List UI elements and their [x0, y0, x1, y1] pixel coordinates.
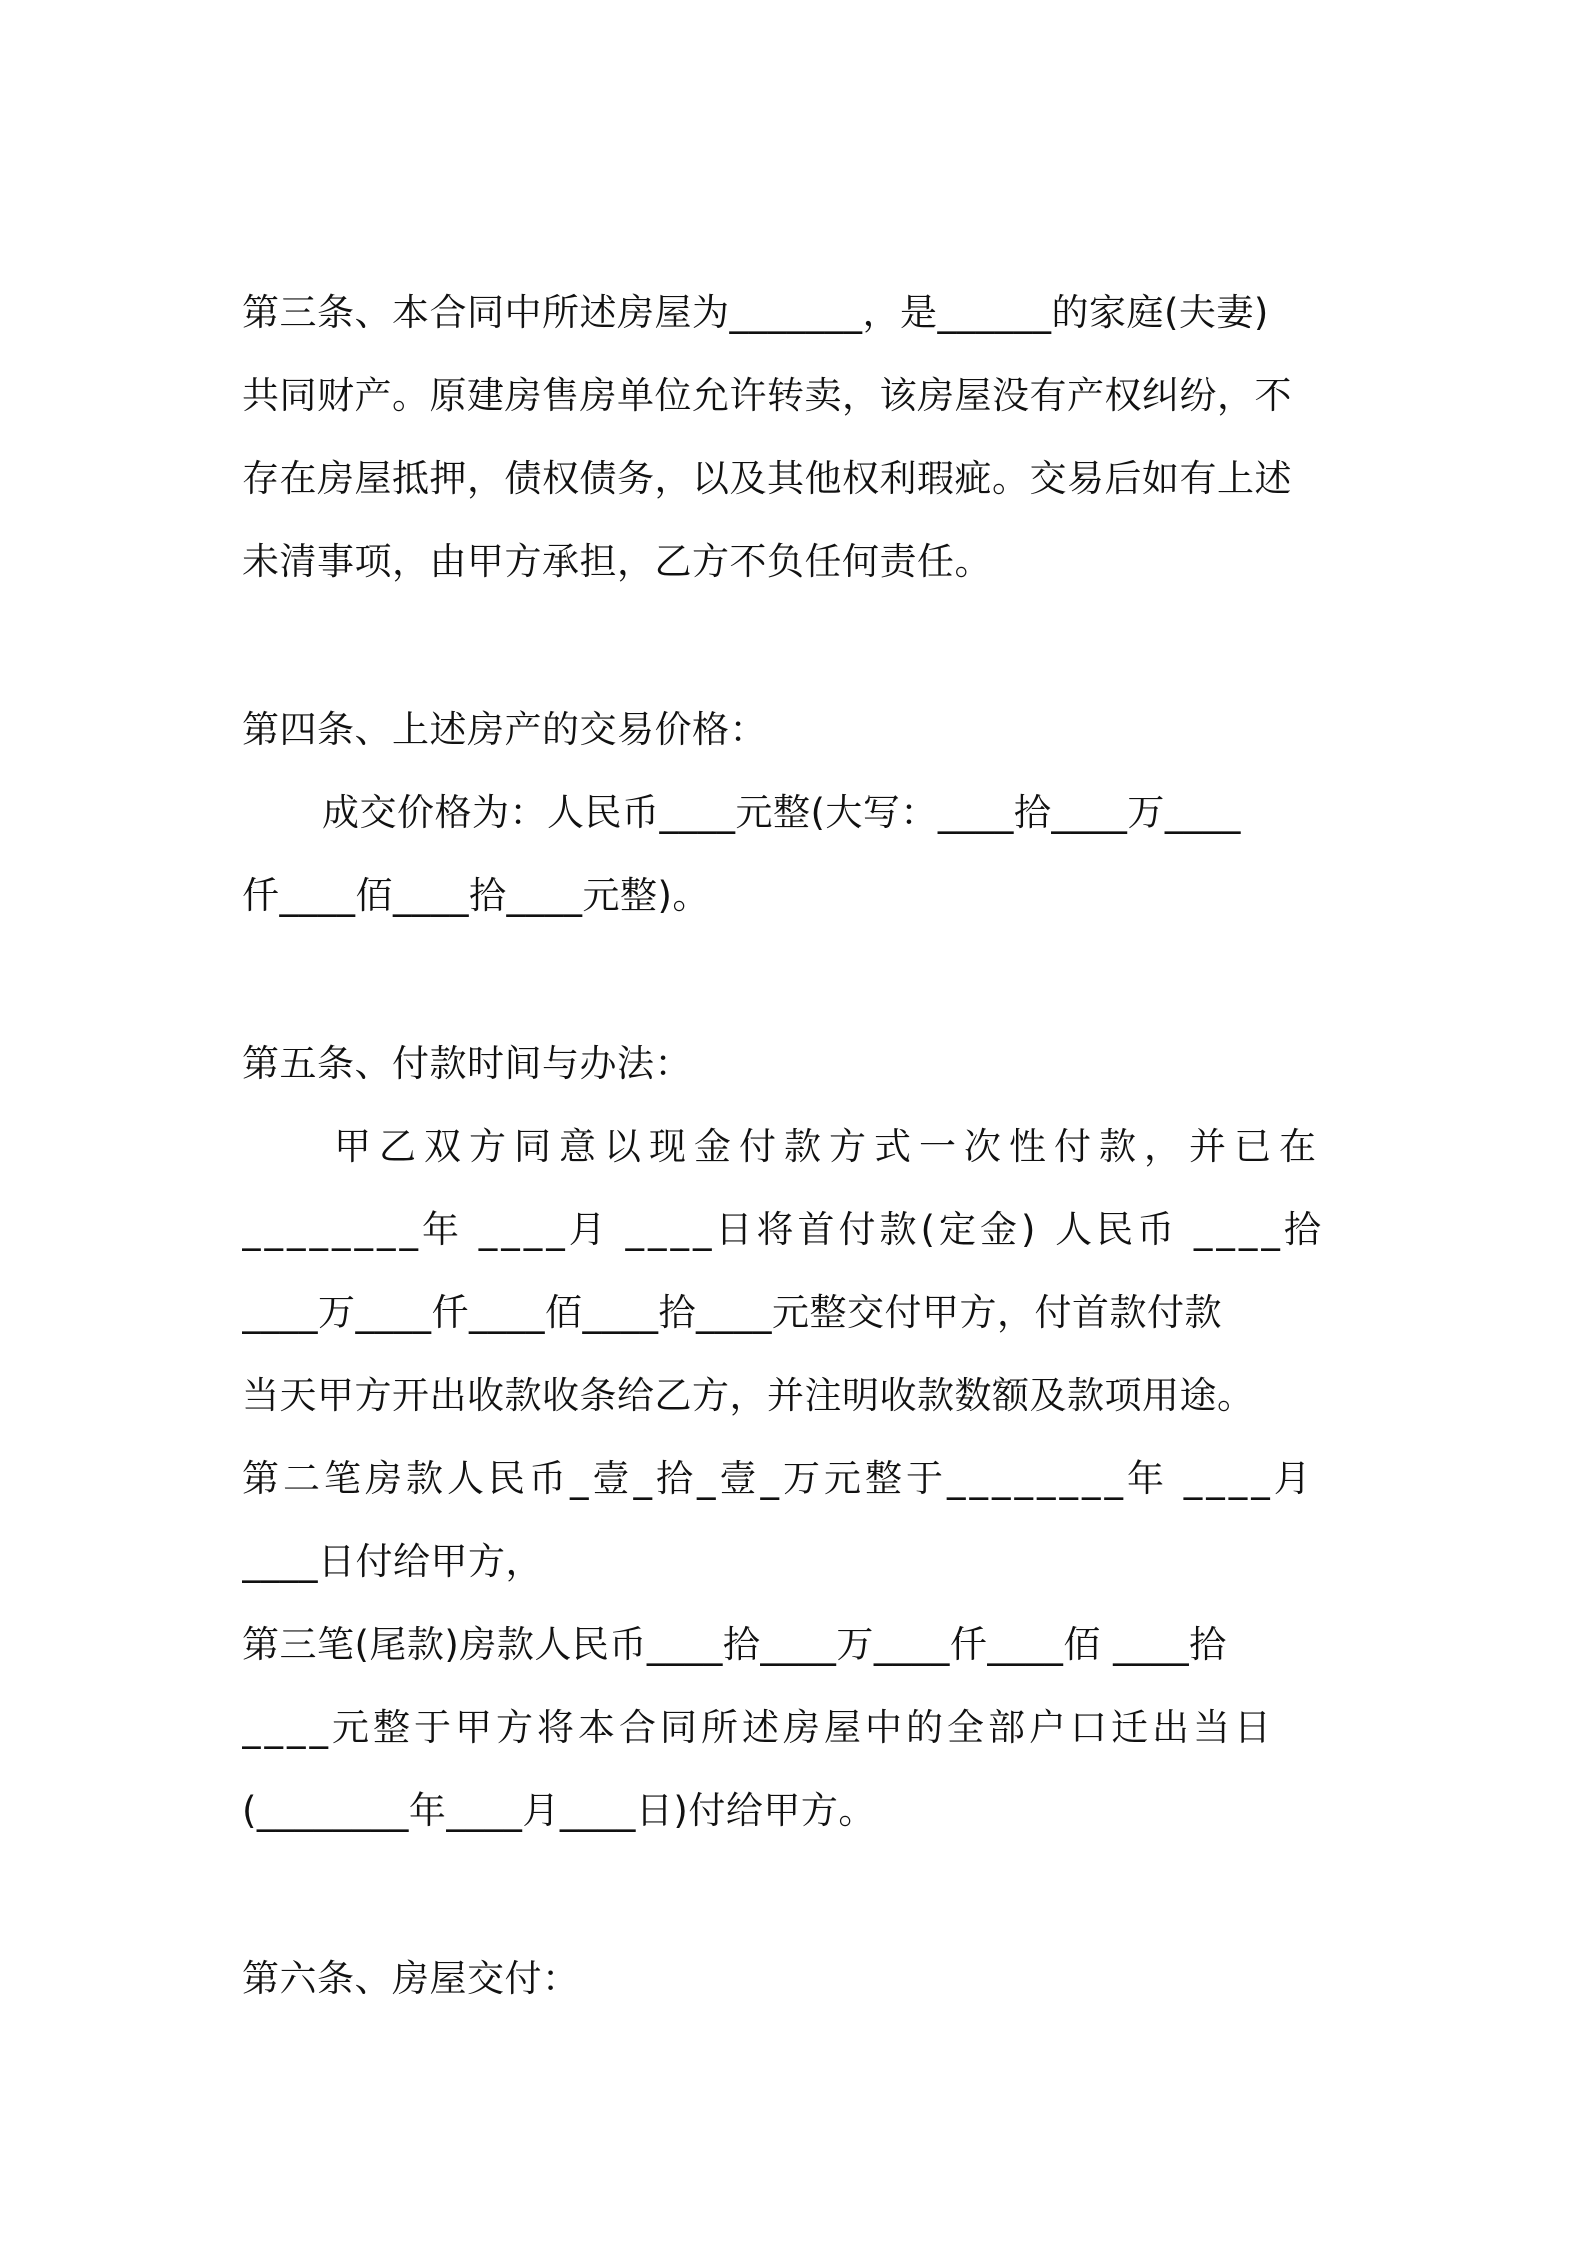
article5-line-7: 第三笔(尾款)房款人民币____拾____万____仟____佰 ____拾	[242, 1623, 1227, 1666]
article5-line-9: (________年____月____日)付给甲方。	[242, 1789, 876, 1832]
article5-line-1: 甲乙双方同意以现金付款方式一次性付款，并已在	[334, 1125, 1324, 1168]
article5-line-4: 当天甲方开出收款收条给乙方，并注明收款数额及款项用途。	[242, 1374, 1255, 1417]
article4-heading: 第四条、上述房产的交易价格：	[242, 708, 767, 751]
article5-line-5: 第二笔房款人民币_壹_拾_壹_万元整于________年 ____月	[242, 1457, 1315, 1500]
article5-line-6: ____日付给甲方，	[242, 1540, 543, 1583]
article4-line-1: 成交价格为：人民币____元整(大写：____拾____万____	[322, 791, 1241, 834]
article5-line-8: ____元整于甲方将本合同所述房屋中的全部户口迁出当日	[242, 1706, 1275, 1749]
article3-line-4: 未清事项，由甲方承担，乙方不负任何责任。	[242, 540, 992, 583]
article5-line-2: ________年 ____月 ____日将首付款(定金) 人民币 ____拾	[242, 1208, 1325, 1251]
article5-line-3: ____万____仟____佰____拾____元整交付甲方，付首款付款	[242, 1291, 1222, 1334]
article4-line-2: 仟____佰____拾____元整)。	[242, 874, 710, 917]
article3-line-2: 共同财产。原建房售房单位允许转卖，该房屋没有产权纠纷，不	[242, 374, 1292, 417]
article3-line-3: 存在房屋抵押，债权债务，以及其他权利瑕疵。交易后如有上述	[242, 457, 1292, 500]
article6-heading: 第六条、房屋交付：	[242, 1957, 580, 2000]
article5-heading: 第五条、付款时间与办法：	[242, 1042, 692, 1085]
article3-line-1: 第三条、本合同中所述房屋为_______，是______的家庭(夫妻)	[242, 291, 1269, 334]
